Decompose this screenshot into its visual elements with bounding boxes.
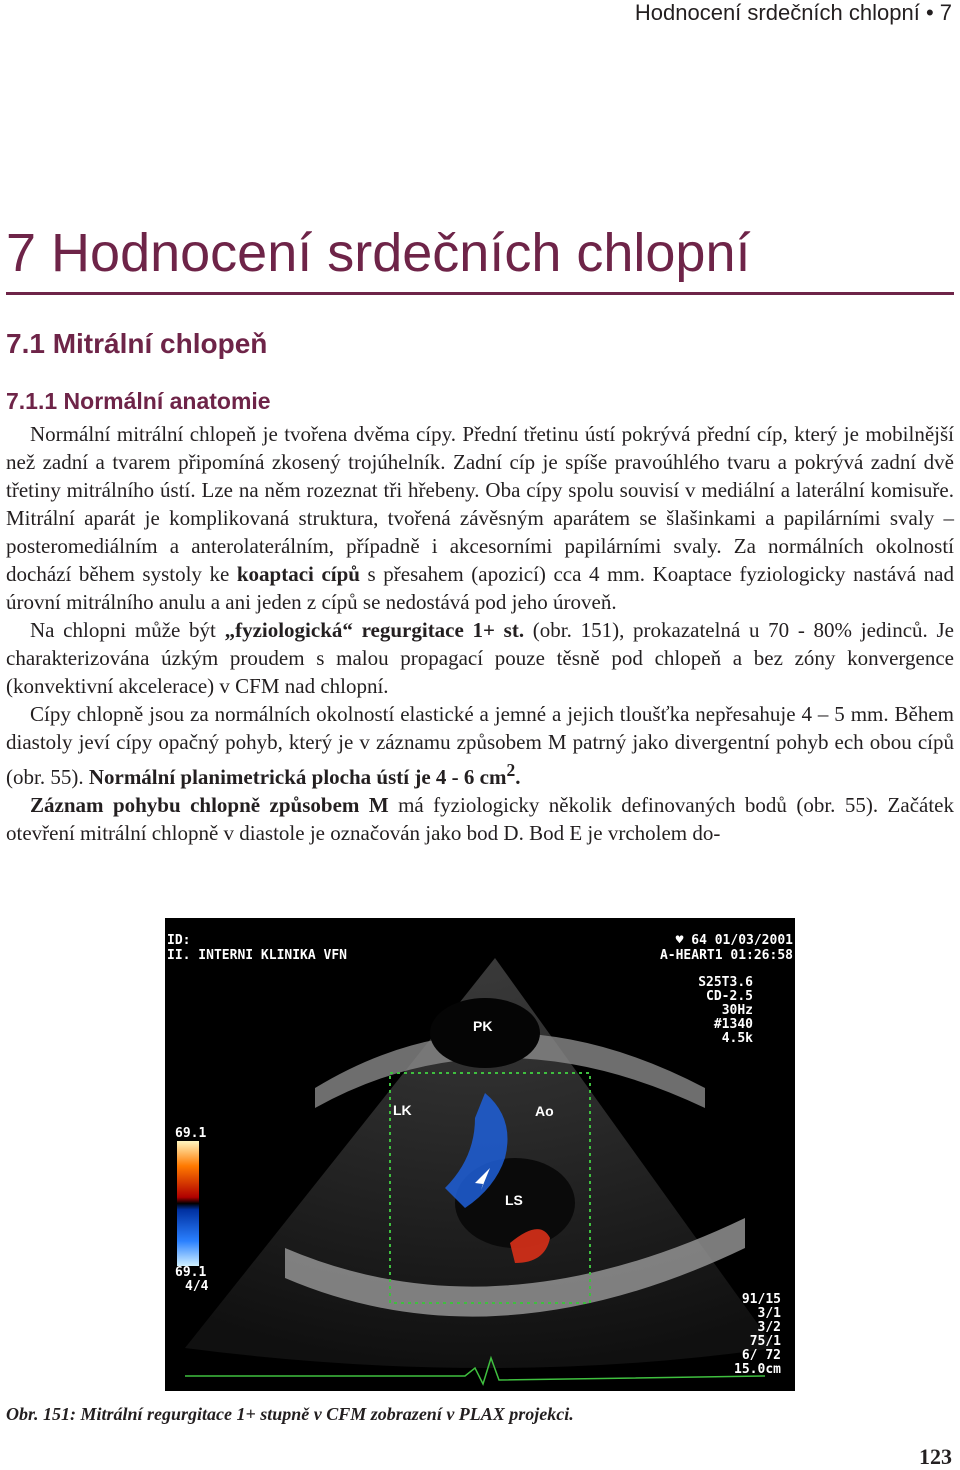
label-pk: PK bbox=[473, 1018, 493, 1034]
scale-ratio-label: 4/4 bbox=[185, 1279, 209, 1294]
scale-bottom-label: 69.1 bbox=[175, 1265, 207, 1280]
overlay-heart-date: ♥ 64 01/03/2001 bbox=[675, 933, 793, 948]
p1-bold: koaptaci cípů bbox=[236, 562, 360, 586]
overlay-br-3: 3/2 bbox=[757, 1320, 781, 1335]
running-header: Hodnocení srdečních chlopní • 7 bbox=[634, 0, 952, 25]
paragraph-2 bbox=[6, 616, 954, 700]
p3-bold-text: Normální planimetrická plocha ústí je 4 - 6 cm bbox=[88, 765, 507, 789]
figure-caption: Obr. 151: Mitrální regurgitace 1+ stupně v CFM zobrazení v PLAX projekci. bbox=[6, 1404, 574, 1424]
color-scale bbox=[177, 1141, 199, 1266]
body-text bbox=[6, 420, 954, 847]
overlay-setting-4: #1340 bbox=[713, 1017, 753, 1032]
overlay-br-2: 3/1 bbox=[757, 1306, 781, 1321]
echo-figure bbox=[165, 918, 795, 1391]
overlay-setting-1: S25T3.6 bbox=[698, 975, 753, 990]
overlay-br-4: 75/1 bbox=[749, 1334, 781, 1349]
p1-text-a: Normální mitrální chlopeň je tvořena dvěma cípy. Přední třetinu ústí pokrývá přední cíp, který je mobilnější než zadní a tvarem připomíná zkosený trojúhelník. Zadní cíp je spíše pravoúhlého tvaru a pokrývá zadní dvě třetiny mitrálního ústí. Lze na něm rozeznat tři hřebeny. Oba cípy spolu souvisí v mediální a laterální komisuře. Mitrální aparát je komplikovaná struktura, tvořená závěsným aparátem se šlašinkami a papilárními svaly – posteromediálním a anterolaterálním, případně i akcesorními papilárními svaly. Za normálních okolností dochází během systoly ke bbox=[6, 422, 954, 586]
chapter-title: 7 Hodnocení srdečních chlopní bbox=[6, 223, 751, 283]
p3-text-a: Cípy chlopně jsou za normálních okolností elastické a jemné a jejich tloušťka nepřesahuje 4 – 5 mm. Během diastoly jeví cípy opačný pohyb, který je v záznamu způsobem M patrný jako divergentní pohyb ech obou cípů (obr. 55). bbox=[6, 702, 954, 789]
p3-superscript: 2 bbox=[506, 760, 516, 780]
chapter-rule bbox=[6, 292, 954, 295]
p3-bold bbox=[88, 760, 521, 789]
overlay-setting-3: 30Hz bbox=[721, 1003, 753, 1018]
p4-bold: Záznam pohybu chlopně způsobem M bbox=[30, 793, 389, 817]
label-ls: LS bbox=[505, 1192, 523, 1208]
overlay-setting-2: CD-2.5 bbox=[706, 989, 753, 1004]
echo-image bbox=[165, 918, 795, 1391]
p2-text-c: (obr. 151), prokazatelná u 70 - 80% jedinců. Je charakterizována úzkým proudem s malou propagací pouze těsně pod chlopeň a bez zóny konvergence (konvektivní akcelerace) v CFM nad chlopní. bbox=[6, 618, 954, 698]
overlay-br-5: 6/ 72 bbox=[741, 1348, 781, 1363]
overlay-br-1: 91/15 bbox=[741, 1292, 781, 1307]
section-title: 7.1 Mitrální chlopeň bbox=[6, 328, 268, 359]
overlay-preset-time: A-HEART1 01:26:58 bbox=[659, 948, 793, 963]
p3-bold-end: . bbox=[515, 765, 521, 789]
overlay-id: ID: bbox=[167, 933, 191, 948]
page-number: 123 bbox=[919, 1444, 952, 1469]
paragraph-3 bbox=[6, 700, 954, 791]
p4-text-b: má fyziologicky několik definovaných bodů (obr. 55). Začátek otevření mitrální chlopně v diastole je označován jako bod D. Bod E je vrcholem do- bbox=[6, 793, 954, 845]
overlay-br-6: 15.0cm bbox=[734, 1362, 781, 1377]
paragraph-4 bbox=[6, 791, 954, 847]
overlay-setting-5: 4.5k bbox=[721, 1031, 753, 1046]
overlay-clinic: II. INTERNI KLINIKA VFN bbox=[167, 948, 348, 963]
scale-top-label: 69.1 bbox=[175, 1126, 207, 1141]
p2-bold: „fyziologická“ regurgitace 1+ st. bbox=[224, 618, 525, 642]
p2-text-a: Na chlopni může být bbox=[30, 618, 225, 642]
paragraph-1 bbox=[6, 420, 954, 616]
label-ao: Ao bbox=[535, 1103, 554, 1119]
label-lk: LK bbox=[393, 1102, 412, 1118]
p1-text-c: s přesahem (apozicí) cca 4 mm. Koaptace fyziologicky nastává nad úrovní mitrálního anulu a ani jeden z cípů se nedostává pod jeho úroveň. bbox=[6, 562, 954, 614]
subsection-title: 7.1.1 Normální anatomie bbox=[6, 388, 271, 414]
